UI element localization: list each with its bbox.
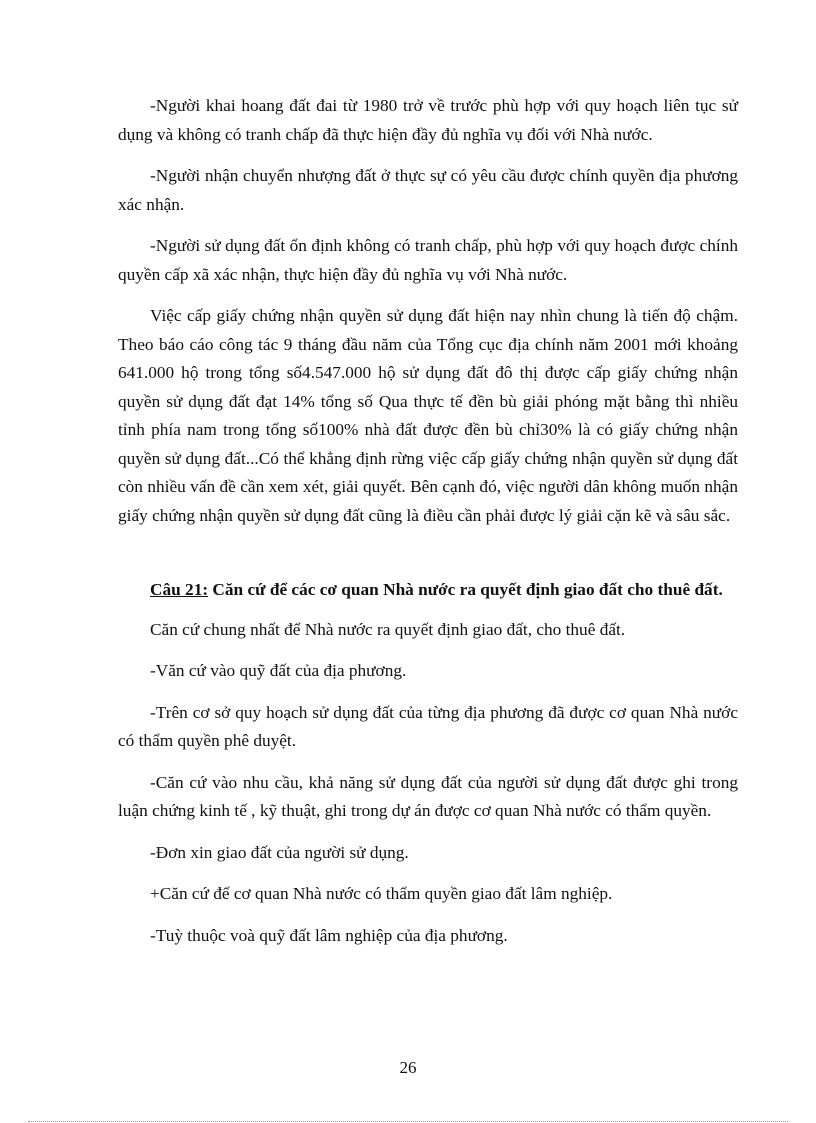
paragraph-certificate-progress: Việc cấp giấy chứng nhận quyền sử dụng đất hiện nay nhìn chung là tiến độ chậm. Theo báo cáo công tác 9 tháng đầu năm của Tổng cục địa chính năm 2001 mới khoảng 641.000 hộ trong tổng số4.547.000 hộ sử dụng đất đô thị được cấp giấy chứng nhận quyền sử dụng đất đạt 14% tổng số Qua thực tế đền bù giải phóng mặt bằng thì nhiều tỉnh phía nam trong tổng số100% nhà đất được đền bù chỉ30% là có giấy chứng nhận quyền sử dụng đất...Có thể khẳng định rừng việc cấp giấy chứng nhận quyền sử dụng đất còn nhiều vấn đề cần xem xét, giải quyết. Bên cạnh đó, việc người dân không muốn nhận giấy chứng nhận quyền sử dụng đất cũng là điều cần phải được lý giải cặn kẽ và sâu sắc. [118,306,738,525]
paragraph-stable-land-users: -Người sử dụng đất ổn định không có tranh chấp, phù hợp với quy hoạch được chính quyền cấp xã xác nhận, thực hiện đầy đủ nghĩa vụ với Nhà nước. [118,236,738,284]
page-content [118,92,738,963]
paragraph-forestry-fund: -Tuỳ thuộc voà quỹ đất lâm nghiệp của địa phương. [150,925,508,945]
page-bottom-border [28,1121,788,1122]
paragraph-local-land-fund: -Văn cứ vào quỹ đất của địa phương. [150,661,407,680]
paragraph-forestry-basis: +Căn cứ để cơ quan Nhà nước có thẩm quyền giao đất lâm nghiệp. [150,884,613,903]
page-number: 26 [399,1058,417,1077]
paragraph-general-basis: Căn cứ chung nhất để Nhà nước ra quyết định giao đất, cho thuê đất. [150,619,626,639]
paragraph-usage-needs: -Căn cứ vào nhu cầu, khả năng sử dụng đất của người sử dụng đất được ghi trong luận chứng kinh tế , kỹ thuật, ghi trong dự án được cơ quan Nhà nước có thẩm quyền. [118,772,738,820]
question-heading [118,576,738,605]
paragraph-land-transferees: -Người nhận chuyển nhượng đất ở thực sự có yêu cầu được chính quyền địa phương xác nhận. [118,166,738,214]
paragraph-application: -Đơn xin giao đất của người sử dụng. [150,842,409,862]
paragraph-planning-basis: -Trên cơ sở quy hoạch sử dụng đất của từng địa phương đã được cơ quan Nhà nước có thẩm quyền phê duyệt. [118,702,738,750]
paragraph-land-reclaimers: -Người khai hoang đất đai từ 1980 trở về trước phù hợp với quy hoạch liên tục sử dụng và không có tranh chấp đã thực hiện đầy đủ nghĩa vụ đối với Nhà nước. [118,96,738,144]
question-title: Căn cứ để các cơ quan Nhà nước ra quyết định giao đất cho thuê đất. [208,580,723,599]
question-number: Câu 21: [150,580,209,599]
